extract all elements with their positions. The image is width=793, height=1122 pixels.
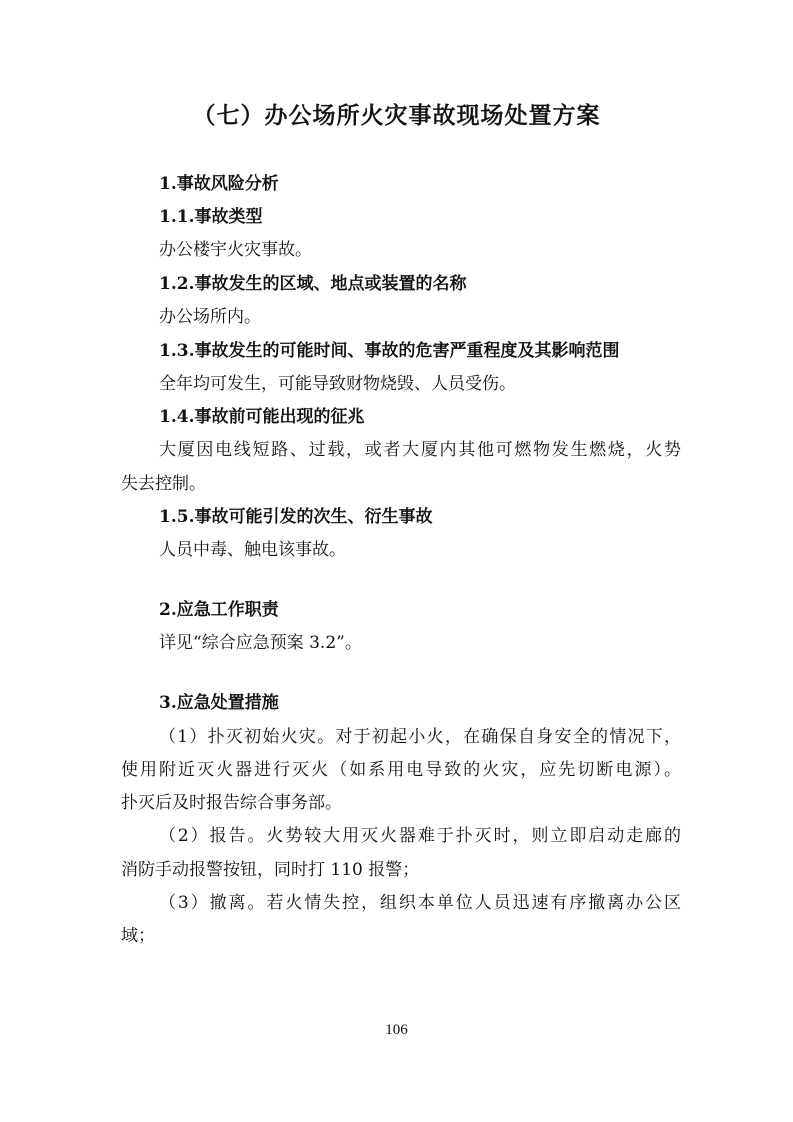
section-3-p1-line-1: （1）扑灭初始火灾。对于初起小火，在确保自身安全的情况下， <box>159 727 681 747</box>
page-title: （七）办公场所火灾事故现场处置方案 <box>192 102 601 129</box>
section-2-text: 详见“综合应急预案 3.2”。 <box>159 633 362 653</box>
section-3-p3-line-2: 域； <box>121 926 155 946</box>
section-1-5-heading: 1.5.事故可能引发的次生、衍生事故 <box>159 507 433 527</box>
section-3-p3-line-1: （3）撤离。若火情失控，组织本单位人员迅速有序撤离办公区 <box>159 893 681 913</box>
section-1-3-heading: 1.3.事故发生的可能时间、事故的危害严重程度及其影响范围 <box>159 341 620 361</box>
section-3-p1-line-2: 使用附近灭火器进行灭火（如系用电导致的火灾，应先切断电源）。 <box>121 760 681 780</box>
section-1-1-text: 办公楼宇火灾事故。 <box>159 240 312 260</box>
section-3-heading: 3.应急处置措施 <box>159 693 279 713</box>
section-3-p1-line-3: 扑灭后及时报告综合事务部。 <box>121 793 342 813</box>
section-3-p2-line-2: 消防手动报警按钮，同时打 110 报警； <box>121 860 420 880</box>
section-1-5-text: 人员中毒、触电该事故。 <box>159 540 346 560</box>
section-1-4-heading: 1.4.事故前可能出现的征兆 <box>159 407 365 427</box>
section-3-p2-line-1: （2）报告。火势较大用灭火器难于扑灭时，则立即启动走廊的 <box>159 826 681 846</box>
section-1-heading: 1.事故风险分析 <box>159 174 279 194</box>
section-1-1-heading: 1.1.事故类型 <box>159 207 263 227</box>
section-1-4-text-line-2: 失去控制。 <box>121 474 206 494</box>
section-1-4-text-line-1: 大厦因电线短路、过载，或者大厦内其他可燃物发生燃烧，火势 <box>159 440 681 460</box>
section-1-3-text: 全年均可发生，可能导致财物烧毁、人员受伤。 <box>159 374 516 394</box>
section-1-2-heading: 1.2.事故发生的区域、地点或装置的名称 <box>159 274 467 294</box>
page-number: 106 <box>385 1022 408 1038</box>
section-1-2-text: 办公场所内。 <box>159 307 261 327</box>
section-2-heading: 2.应急工作职责 <box>159 600 279 620</box>
